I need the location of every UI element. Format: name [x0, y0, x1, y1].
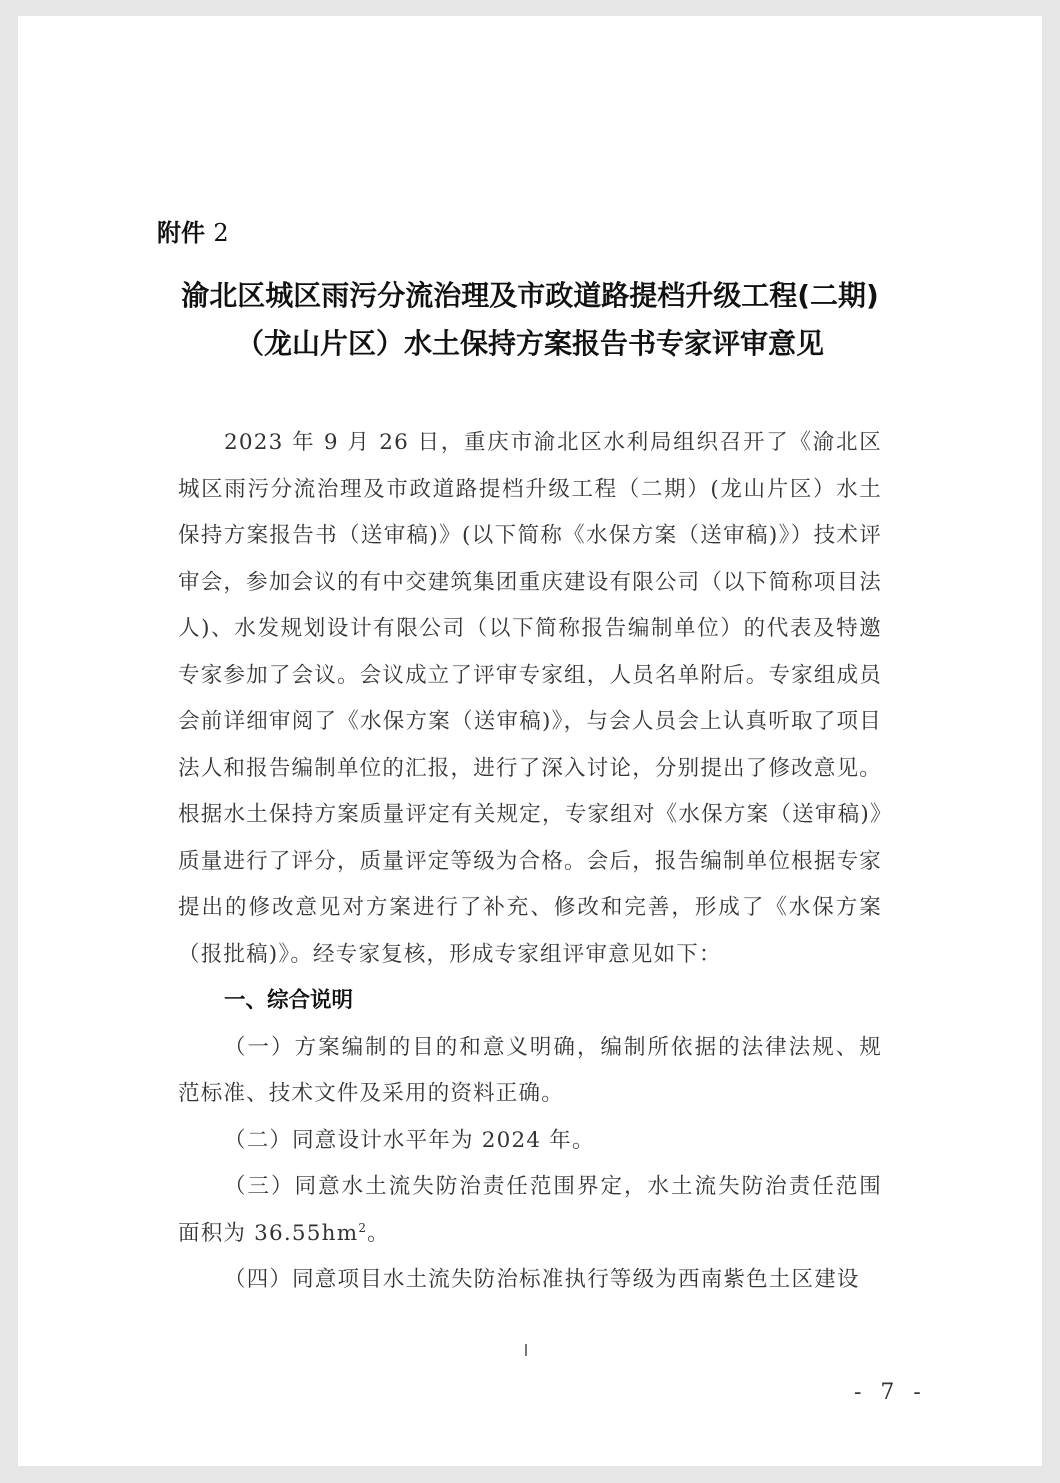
attachment-label-text: 附件 [157, 219, 205, 247]
page-number: - 7 - [854, 1380, 927, 1405]
list-item-text: （三）同意水土流失防治责任范围界定，水土流失防治责任范围面积为 36.55hm [178, 1174, 882, 1246]
area-unit-superscript: 2 [358, 1220, 368, 1235]
list-item-end: 。 [367, 1220, 390, 1246]
list-item: （四）同意项目水土流失防治标准执行等级为西南紫色土区建设 [224, 1267, 860, 1292]
list-item: （一）方案编制的目的和意义明确，编制所依据的法律法规、规范标准、技术文件及采用的资料正确。 [178, 1034, 882, 1106]
attachment-number: 2 [213, 219, 229, 247]
document-body [178, 420, 882, 1304]
list-item [178, 1164, 882, 1257]
document-title-line2: （龙山片区）水土保持方案报告书专家评审意见 [235, 327, 824, 360]
list-item: （二）同意设计水平年为 2024 年。 [224, 1127, 595, 1153]
attachment-label [157, 213, 229, 248]
section-heading: 一、综合说明 [224, 988, 354, 1013]
document-page [18, 16, 1042, 1466]
document-title-line1: 渝北区城区雨污分流治理及市政道路提档升级工程(二期) [181, 279, 879, 312]
intro-paragraph: 2023 年 9 月 26 日，重庆市渝北区水利局组织召开了《渝北区城区雨污分流治理及市政道路提档升级工程（二期）(龙山片区）水土保持方案报告书（送审稿)》(以下简称《水保方案（送审稿)》）技术评审会，参加会议的有中交建筑集团重庆建设有限公司（以下简称项目法人)、水发规划设计有限公司（以下简称报告编制单位）的代表及特邀专家参加了会议。会议成立了评审专家组，人员名单附后。专家组成员会前详细审阅了《水保方案（送审稿)》，与会人员会上认真听取了项目法人和报告编制单位的汇报，进行了深入讨论，分别提出了修改意见。根据水土保持方案质量评定有关规定，专家组对《水保方案（送审稿)》质量进行了评分，质量评定等级为合格。会后，报告编制单位根据专家提出的修改意见对方案进行了补充、修改和完善，形成了《水保方案（报批稿)》。经专家复核，形成专家组评审意见如下： [178, 430, 882, 967]
scan-mark [525, 1344, 527, 1356]
